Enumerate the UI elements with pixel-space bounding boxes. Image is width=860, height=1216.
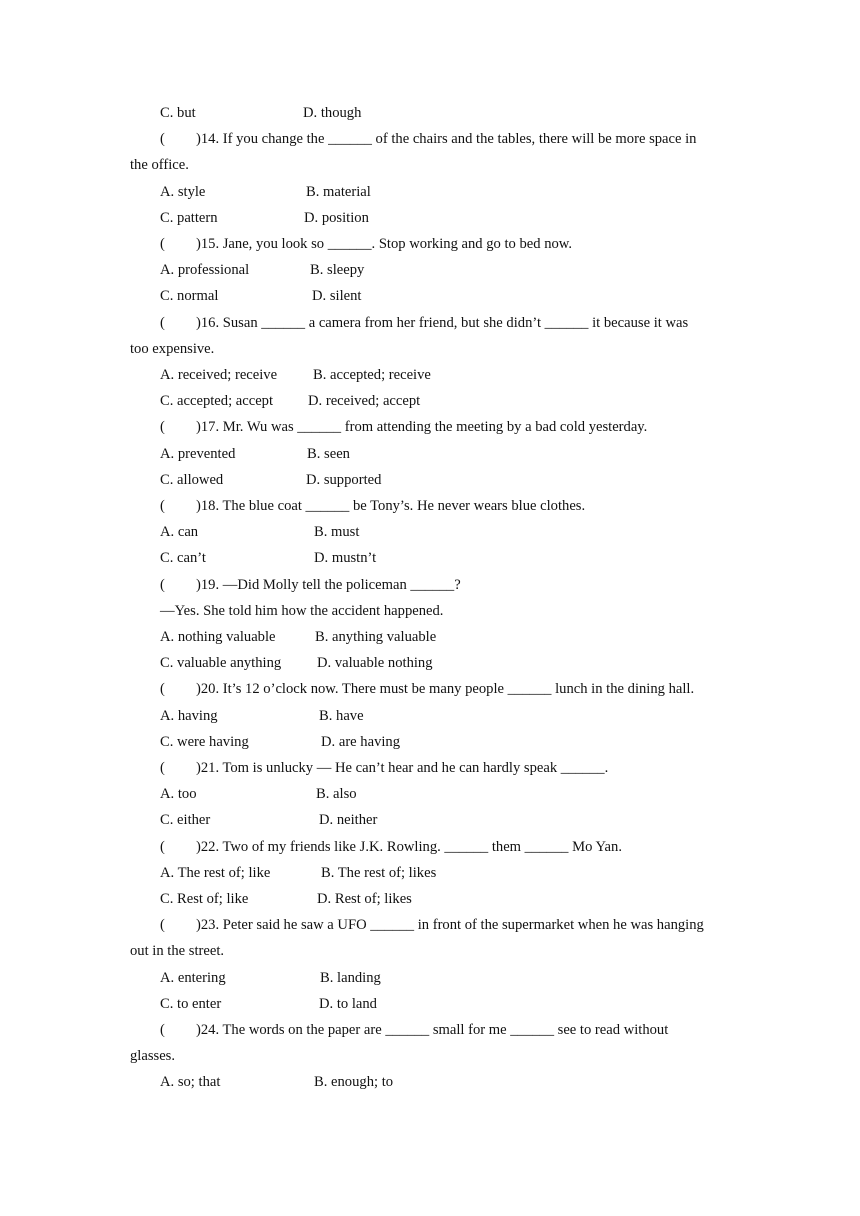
question-text: )15. Jane, you look so ______. Stop working and go to bed now. (196, 236, 573, 252)
option-right: B. material (306, 184, 371, 200)
answer-paren: ( (160, 577, 165, 593)
option-left: A. received; receive (160, 367, 278, 383)
option-right: D. silent (312, 288, 362, 304)
dialogue-reply: —Yes. She told him how the accident happened. (160, 603, 444, 619)
question-text: )19. —Did Molly tell the policeman ______? (196, 577, 461, 593)
question-text: )18. The blue coat ______ be Tony’s. He never wears blue clothes. (196, 498, 586, 514)
option-right: D. position (304, 210, 369, 226)
question-text: )22. Two of my friends like J.K. Rowling. ______ them ______ Mo Yan. (196, 839, 622, 855)
option-left: C. but (160, 105, 196, 121)
option-left: A. style (160, 184, 206, 200)
option-right: D. though (303, 105, 362, 121)
answer-paren: ( (160, 839, 165, 855)
option-left: C. either (160, 812, 211, 828)
question-text: )16. Susan ______ a camera from her friend, but she didn’t ______ it because it was (196, 315, 689, 331)
answer-paren: ( (160, 1022, 165, 1038)
option-right: B. also (316, 786, 357, 802)
option-right: B. enough; to (314, 1074, 394, 1090)
option-right: B. landing (320, 970, 381, 986)
option-left: A. professional (160, 262, 250, 278)
option-right: B. seen (307, 446, 350, 462)
option-right: B. sleepy (310, 262, 365, 278)
question-text: )21. Tom is unlucky — He can’t hear and he can hardly speak ______. (196, 760, 609, 776)
option-left: C. to enter (160, 996, 222, 1012)
option-right: D. supported (306, 472, 382, 488)
option-left: A. nothing valuable (160, 629, 276, 645)
option-left: A. so; that (160, 1074, 221, 1090)
option-right: D. received; accept (308, 393, 421, 409)
option-right: D. to land (319, 996, 377, 1012)
answer-paren: ( (160, 131, 165, 147)
answer-paren: ( (160, 498, 165, 514)
option-right: B. anything valuable (315, 629, 437, 645)
option-right: D. valuable nothing (317, 655, 433, 671)
option-left: C. Rest of; like (160, 891, 249, 907)
option-left: A. entering (160, 970, 226, 986)
answer-paren: ( (160, 419, 165, 435)
answer-paren: ( (160, 236, 165, 252)
option-left: C. were having (160, 734, 249, 750)
question-text: )17. Mr. Wu was ______ from attending the meeting by a bad cold yesterday. (196, 419, 648, 435)
answer-paren: ( (160, 681, 165, 697)
option-left: C. valuable anything (160, 655, 282, 671)
option-left: C. allowed (160, 472, 224, 488)
answer-paren: ( (160, 315, 165, 331)
answer-paren: ( (160, 917, 165, 933)
option-left: A. prevented (160, 446, 236, 462)
question-continuation: the office. (130, 157, 189, 173)
option-left: A. too (160, 786, 197, 802)
question-text: )24. The words on the paper are ______ small for me ______ see to read without (196, 1022, 669, 1038)
option-right: B. The rest of; likes (321, 865, 437, 881)
option-left: C. accepted; accept (160, 393, 274, 409)
question-continuation: out in the street. (130, 943, 225, 959)
option-right: D. neither (319, 812, 378, 828)
option-right: B. must (314, 524, 360, 540)
option-left: C. can’t (160, 550, 206, 566)
option-right: B. accepted; receive (313, 367, 431, 383)
option-left: A. having (160, 708, 218, 724)
question-continuation: too expensive. (130, 341, 215, 357)
option-left: A. The rest of; like (160, 865, 271, 881)
option-right: B. have (319, 708, 364, 724)
question-text: )20. It’s 12 o’clock now. There must be many people ______ lunch in the dining hall. (196, 681, 695, 697)
option-right: D. mustn’t (314, 550, 377, 566)
option-right: D. Rest of; likes (317, 891, 412, 907)
answer-paren: ( (160, 760, 165, 776)
option-left: C. normal (160, 288, 219, 304)
question-continuation: glasses. (130, 1048, 175, 1064)
option-left: C. pattern (160, 210, 218, 226)
question-text: )23. Peter said he saw a UFO ______ in front of the supermarket when he was hanging (196, 917, 704, 933)
option-right: D. are having (321, 734, 401, 750)
question-text: )14. If you change the ______ of the chairs and the tables, there will be more space in (196, 131, 697, 147)
option-left: A. can (160, 524, 199, 540)
